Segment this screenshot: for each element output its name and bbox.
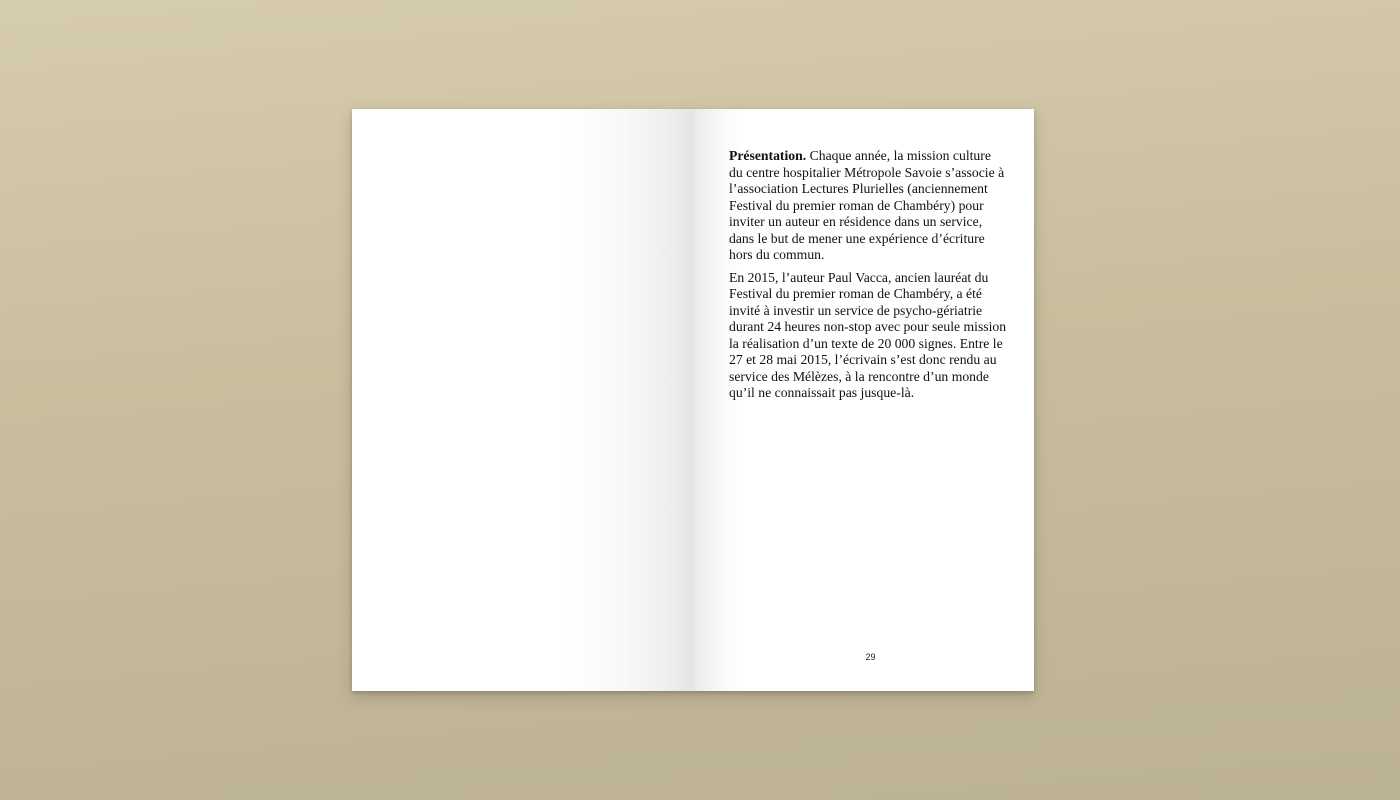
body-text (729, 148, 1007, 408)
right-page (693, 109, 1034, 691)
page-number: 29 (865, 652, 876, 662)
paragraph-presentation (729, 148, 1007, 264)
paragraph-lead: Présentation. (729, 148, 807, 163)
paragraph-residency: En 2015, l’auteur Paul Vacca, ancien lauréat du Festival du premier roman de Chambéry, a été invité à investir un service de psycho-gériatrie durant 24 heures non-stop avec pour seule mission la réalisation d’un texte de 20 000 signes. Entre le 27 et 28 mai 2015, l’écrivain s’est donc rendu au service des Mélèzes, à la rencontre d’un monde qu’il ne connaissait pas jusque-là. (729, 269, 1007, 400)
left-page (352, 109, 693, 691)
paragraph-text: Chaque année, la mission culture du centre hospitalier Métropole Savoie s’associe à l’association Lectures Plurielles (anciennement Festival du premier roman de Chambéry) pour inviter un auteur en résidence dans un service, dans le but de mener une expérience d’écriture hors du commun. (729, 148, 1005, 262)
booklet-spread (352, 109, 1034, 691)
